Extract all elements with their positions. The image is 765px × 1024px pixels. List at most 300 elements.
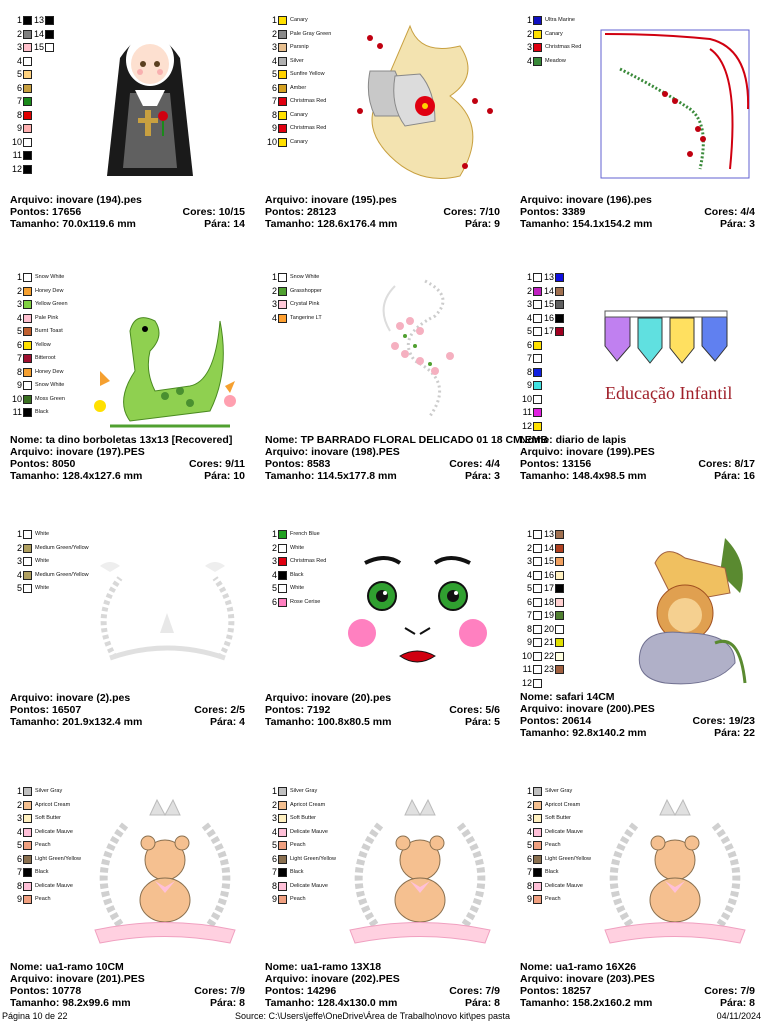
swatch-color <box>23 273 32 282</box>
swatch-number: 5 <box>16 326 22 336</box>
stitch-count: Pontos: 18257 <box>520 985 592 997</box>
swatch-row <box>520 14 640 28</box>
color-count: Cores: 7/10 <box>443 206 500 218</box>
design-card-203 <box>520 785 765 1024</box>
swatch-color <box>23 70 32 79</box>
stop-count: Pára: 3 <box>464 470 500 482</box>
swatch-name: Tangerine LT <box>290 314 322 321</box>
swatch-color <box>533 855 542 864</box>
size-row <box>10 470 245 482</box>
swatch-name: Delicate Mauve <box>35 882 73 889</box>
stop-count: Pára: 22 <box>714 727 755 739</box>
swatch-number: 13 <box>33 15 44 25</box>
swatch-name: Apricot Cream <box>545 801 581 808</box>
swatch-color <box>533 381 542 390</box>
swatch-number: 9 <box>526 894 532 904</box>
pencils-embroidery-image <box>600 306 745 366</box>
design-file: Arquivo: inovare (196).pes <box>520 194 652 206</box>
stitch-row <box>520 206 755 218</box>
swatch-color <box>278 882 287 891</box>
swatch-color <box>278 111 287 120</box>
stop-count: Pára: 4 <box>209 716 245 728</box>
color-count: Cores: 9/11 <box>188 458 245 470</box>
swatch-name: Delicate Mauve <box>290 882 328 889</box>
color-count: Cores: 7/9 <box>449 985 500 997</box>
swatch-name: Christmas Red <box>545 44 582 50</box>
teddy-bear-embroidery-image <box>85 795 245 950</box>
swatch-number: 14 <box>543 542 554 553</box>
swatch-color <box>278 544 287 553</box>
swatch-number: 22 <box>543 650 554 661</box>
swatch-number: 13 <box>543 529 554 539</box>
design-name: Nome: TP BARRADO FLORAL DELICADO 01 18 CM.EMB <box>265 434 549 446</box>
bells-embroidery-image <box>350 16 500 186</box>
swatch-color <box>278 70 287 79</box>
stop-count: Pára: 16 <box>714 470 755 482</box>
swatch-name: Rose Cerise <box>290 598 321 605</box>
swatch-number: 7 <box>16 96 22 106</box>
design-name: Nome: ta dino borboletas 13x13 [Recovered] <box>10 434 233 446</box>
design-size: Tamanho: 98.2x99.6 mm <box>10 997 131 1009</box>
swatch-color <box>533 530 542 539</box>
swatch-number: 14 <box>33 28 44 39</box>
floral-border-embroidery-image <box>375 276 475 421</box>
stitch-row <box>520 715 755 727</box>
swatch-name: Yellow <box>35 341 51 348</box>
swatch-row <box>265 271 385 285</box>
size-row <box>520 470 755 482</box>
design-card-195 <box>265 14 520 266</box>
swatch-color <box>533 679 542 688</box>
swatch-color <box>278 84 287 93</box>
swatch-color <box>555 557 564 566</box>
swatch-name: Snow White <box>290 274 320 280</box>
swatch-name: Light Green/Yellow <box>290 855 336 862</box>
color-count: Cores: 19/23 <box>692 715 755 727</box>
swatch-number: 2 <box>526 28 532 39</box>
stop-count: Pára: 3 <box>719 218 755 230</box>
swatch-color <box>278 841 287 850</box>
size-row <box>265 997 500 1009</box>
swatch-name: Christmas Red <box>290 558 327 564</box>
stitch-row <box>10 458 245 470</box>
swatch-number: 4 <box>271 55 277 66</box>
swatch-row <box>520 271 640 285</box>
swatch-number: 4 <box>526 55 532 66</box>
swatch-color <box>533 30 542 39</box>
swatch-name: French Blue <box>290 531 320 537</box>
swatch-number: 3 <box>16 556 22 566</box>
design-size: Tamanho: 70.0x119.6 mm <box>10 218 136 230</box>
stitch-row <box>520 985 755 997</box>
stitch-count: Pontos: 8050 <box>10 458 76 470</box>
swatch-color <box>23 124 32 133</box>
swatch-name: Peach <box>35 896 51 902</box>
swatch-name: Delicate Mauve <box>545 882 583 889</box>
swatch-color <box>533 341 542 350</box>
swatch-name: White <box>35 558 50 564</box>
swatch-row <box>10 271 130 285</box>
swatch-color <box>533 882 542 891</box>
swatch-name: Black <box>290 869 304 875</box>
swatch-number: 6 <box>526 339 532 350</box>
swatch-number: 15 <box>543 556 554 566</box>
swatch-color <box>555 571 564 580</box>
swatch-color <box>278 300 287 309</box>
print-date: 04/11/2024 <box>716 1011 761 1021</box>
swatch-color <box>278 124 287 133</box>
swatch-number: 2 <box>526 542 532 553</box>
swatch-number: 7 <box>16 867 22 877</box>
swatch-name: Amber <box>290 84 307 91</box>
swatch-number: 7 <box>271 96 277 106</box>
laurel-embroidery-image <box>90 558 245 668</box>
swatch-number: 6 <box>16 853 22 864</box>
safari-embroidery-image <box>625 533 750 693</box>
swatch-row <box>265 312 385 326</box>
swatch-number: 10 <box>11 393 22 404</box>
swatch-color <box>23 341 32 350</box>
swatch-number: 3 <box>271 42 277 52</box>
swatch-color <box>278 16 287 25</box>
swatch-color <box>278 138 287 147</box>
swatch-color <box>23 895 32 904</box>
swatch-name: Peach <box>545 896 561 902</box>
swatch-name: Medium Green/Yellow <box>35 544 89 551</box>
swatch-number: 3 <box>271 299 277 309</box>
design-card-20 <box>265 528 520 780</box>
design-card-202 <box>265 785 520 1024</box>
swatch-color <box>533 868 542 877</box>
swatch-name: Peach <box>35 842 51 848</box>
stitch-row <box>265 985 500 997</box>
source-path: Source: C:\Users\jeffe\OneDrive\Área de Trabalho\novo kit\pes pasta <box>235 1011 510 1021</box>
size-row <box>10 218 245 230</box>
swatch-name: Canary <box>290 138 308 145</box>
swatch-name: Crystal Pink <box>290 301 320 307</box>
swatch-name: Canary <box>545 30 563 37</box>
swatch-color <box>278 828 287 837</box>
swatch-color <box>278 598 287 607</box>
swatch-name: Apricot Cream <box>35 801 71 808</box>
swatch-number: 4 <box>16 312 22 323</box>
swatch-name: Medium Green/Yellow <box>35 571 89 578</box>
swatch-color <box>533 273 542 282</box>
teddy-bear-embroidery-image <box>595 795 755 950</box>
design-size: Tamanho: 128.4x127.6 mm <box>10 470 143 482</box>
swatch-color <box>45 30 54 39</box>
swatch-number: 2 <box>16 542 22 553</box>
swatch-number: 9 <box>526 380 532 390</box>
swatch-number: 3 <box>16 42 22 52</box>
swatch-row <box>520 636 640 650</box>
swatch-name: Delicate Mauve <box>545 828 583 835</box>
color-count: Cores: 4/4 <box>449 458 500 470</box>
swatch-number: 13 <box>543 272 554 282</box>
swatch-color <box>533 801 542 810</box>
swatch-name: Moss Green <box>35 395 65 402</box>
swatch-name: Apricot Cream <box>290 801 326 808</box>
swatch-color <box>555 273 564 282</box>
swatch-color <box>23 841 32 850</box>
swatch-name: Soft Butter <box>35 815 61 821</box>
swatch-number: 2 <box>16 28 22 39</box>
design-card-2 <box>10 528 265 780</box>
swatch-color <box>533 625 542 634</box>
swatch-color <box>533 314 542 323</box>
swatch-color <box>23 868 32 877</box>
stitch-count: Pontos: 14296 <box>265 985 337 997</box>
swatch-number: 8 <box>16 109 22 120</box>
swatch-color <box>23 787 32 796</box>
swatch-color <box>278 557 287 566</box>
swatch-number: 5 <box>526 840 532 850</box>
swatch-number: 20 <box>543 623 554 634</box>
swatch-color <box>23 814 32 823</box>
swatch-color <box>45 16 54 25</box>
swatch-color <box>23 557 32 566</box>
swatch-row <box>520 596 640 610</box>
stop-count: Pára: 5 <box>464 716 500 728</box>
swatch-number: 3 <box>526 813 532 823</box>
christmas-border-embroidery-image <box>600 29 750 179</box>
swatch-number: 10 <box>521 393 532 404</box>
swatch-color <box>23 30 32 39</box>
stitch-count: Pontos: 28123 <box>265 206 337 218</box>
color-count: Cores: 5/6 <box>449 704 500 716</box>
swatch-color <box>555 625 564 634</box>
swatch-color <box>533 598 542 607</box>
swatch-number: 10 <box>11 136 22 147</box>
swatch-number: 4 <box>271 569 277 580</box>
swatch-number: 6 <box>271 853 277 864</box>
swatch-number: 7 <box>526 867 532 877</box>
swatch-color <box>278 571 287 580</box>
size-row <box>265 470 500 482</box>
nun-embroidery-image <box>105 18 195 178</box>
swatch-name: Black <box>35 869 49 875</box>
design-card-194 <box>10 14 265 266</box>
swatch-color <box>533 814 542 823</box>
swatch-color <box>533 57 542 66</box>
swatch-number: 6 <box>16 339 22 350</box>
swatch-number: 3 <box>526 556 532 566</box>
design-info <box>520 691 755 739</box>
swatch-name: Black <box>545 869 559 875</box>
swatch-color <box>278 287 287 296</box>
swatch-number: 21 <box>543 637 554 647</box>
swatch-name: Pale Gray Green <box>290 30 332 37</box>
swatch-number: 3 <box>526 299 532 309</box>
design-info <box>265 434 549 482</box>
swatch-number: 8 <box>526 623 532 634</box>
swatch-number: 5 <box>526 583 532 593</box>
swatch-color <box>23 408 32 417</box>
swatch-row <box>520 650 640 664</box>
swatch-name: Meadow <box>545 57 566 64</box>
swatch-number: 1 <box>271 786 277 796</box>
swatch-number: 12 <box>11 163 22 174</box>
swatch-color <box>278 787 287 796</box>
stitch-row <box>10 985 245 997</box>
swatch-color <box>533 787 542 796</box>
swatch-row <box>10 528 130 542</box>
swatch-name: Grasshopper <box>290 287 322 294</box>
swatch-number: 23 <box>543 664 554 674</box>
swatch-color <box>23 43 32 52</box>
swatch-number: 5 <box>271 69 277 79</box>
stitch-count: Pontos: 17656 <box>10 206 82 218</box>
swatch-color <box>23 584 32 593</box>
swatch-number: 1 <box>526 272 532 282</box>
page-number: Página 10 de 22 <box>2 1011 68 1021</box>
swatch-color <box>23 571 32 580</box>
swatch-color <box>533 43 542 52</box>
swatch-color <box>23 882 32 891</box>
swatch-color <box>555 611 564 620</box>
swatch-number: 2 <box>271 28 277 39</box>
swatch-row <box>520 623 640 637</box>
swatch-name: White <box>290 585 305 591</box>
swatch-name: Christmas Red <box>290 98 327 104</box>
design-info <box>265 194 500 230</box>
swatch-number: 5 <box>526 326 532 336</box>
swatch-number: 8 <box>271 109 277 120</box>
swatch-color <box>23 801 32 810</box>
design-info <box>10 692 245 728</box>
swatch-color <box>23 287 32 296</box>
swatch-color <box>278 814 287 823</box>
size-row <box>265 716 500 728</box>
swatch-number: 5 <box>271 840 277 850</box>
swatch-color <box>278 43 287 52</box>
swatch-color <box>278 801 287 810</box>
swatch-number: 6 <box>271 82 277 93</box>
swatch-name: Canary <box>290 111 308 118</box>
design-size: Tamanho: 114.5x177.8 mm <box>265 470 397 482</box>
face-embroidery-image <box>340 548 490 683</box>
design-info <box>520 961 755 1009</box>
design-card-200 <box>520 528 765 780</box>
design-name: Nome: ua1-ramo 13X18 <box>265 961 382 973</box>
swatch-row <box>520 420 640 434</box>
swatch-color <box>23 16 32 25</box>
design-file: Arquivo: inovare (195).pes <box>265 194 397 206</box>
design-name: Nome: ua1-ramo 16X26 <box>520 961 637 973</box>
design-file: Arquivo: inovare (20).pes <box>265 692 392 704</box>
swatch-color <box>533 327 542 336</box>
design-size: Tamanho: 128.6x176.4 mm <box>265 218 398 230</box>
educacao-infantil-text: Educação Infantil <box>605 383 733 403</box>
swatch-row <box>265 528 385 542</box>
swatch-number: 11 <box>522 407 532 417</box>
swatch-number: 8 <box>526 880 532 891</box>
swatch-number: 17 <box>543 583 554 593</box>
swatch-number: 4 <box>526 312 532 323</box>
swatch-color <box>533 665 542 674</box>
swatch-row <box>520 569 640 583</box>
swatch-number: 3 <box>16 813 22 823</box>
swatch-name: Parsnip <box>290 44 309 50</box>
swatch-number: 16 <box>543 569 554 580</box>
swatch-number: 11 <box>12 150 22 160</box>
swatch-name: Burnt Toast <box>35 328 63 334</box>
design-size: Tamanho: 201.9x132.4 mm <box>10 716 143 728</box>
swatch-color <box>533 841 542 850</box>
swatch-color <box>533 584 542 593</box>
swatch-row <box>520 542 640 556</box>
size-row <box>10 716 245 728</box>
swatch-number: 1 <box>526 786 532 796</box>
swatch-row <box>520 406 640 420</box>
swatch-name: Bitteroot <box>35 355 56 361</box>
swatch-name: White <box>35 585 50 591</box>
swatch-color <box>533 16 542 25</box>
swatch-number: 9 <box>16 894 22 904</box>
stop-count: Pára: 8 <box>209 997 245 1009</box>
swatch-number: 1 <box>271 272 277 282</box>
swatch-name: Peach <box>290 842 306 848</box>
stop-count: Pára: 8 <box>719 997 755 1009</box>
swatch-number: 8 <box>16 366 22 377</box>
swatch-number: 8 <box>271 880 277 891</box>
swatch-color <box>555 544 564 553</box>
design-info <box>10 194 245 230</box>
swatch-number: 6 <box>271 596 277 607</box>
swatch-name: Pale Pink <box>35 314 59 321</box>
swatch-number: 6 <box>16 82 22 93</box>
swatch-number: 1 <box>526 529 532 539</box>
swatch-color <box>23 530 32 539</box>
swatch-color <box>533 638 542 647</box>
swatch-number: 9 <box>16 123 22 133</box>
swatch-row <box>520 366 640 380</box>
swatch-color <box>533 571 542 580</box>
swatch-color <box>278 314 287 323</box>
design-info <box>520 434 755 482</box>
swatch-number: 5 <box>16 583 22 593</box>
swatch-number: 1 <box>271 529 277 539</box>
swatch-color <box>533 828 542 837</box>
swatch-number: 5 <box>16 69 22 79</box>
swatch-number: 1 <box>16 272 22 282</box>
swatch-name: Canary <box>290 17 308 23</box>
swatch-number: 4 <box>271 312 277 323</box>
swatch-color <box>555 530 564 539</box>
color-legend <box>520 528 640 690</box>
swatch-color <box>23 111 32 120</box>
swatch-color <box>23 300 32 309</box>
swatch-color <box>23 138 32 147</box>
swatch-number: 7 <box>526 353 532 363</box>
swatch-number: 2 <box>271 542 277 553</box>
swatch-row <box>265 285 385 299</box>
stop-count: Pára: 10 <box>204 470 245 482</box>
swatch-number: 15 <box>33 42 44 52</box>
swatch-number: 2 <box>16 799 22 810</box>
stitch-count: Pontos: 13156 <box>520 458 592 470</box>
swatch-number: 4 <box>271 826 277 837</box>
swatch-color <box>23 314 32 323</box>
swatch-number: 18 <box>543 596 554 607</box>
swatch-color <box>23 165 32 174</box>
swatch-number: 4 <box>16 826 22 837</box>
swatch-number: 1 <box>16 529 22 539</box>
design-size: Tamanho: 100.8x80.5 mm <box>265 716 392 728</box>
swatch-number: 2 <box>271 799 277 810</box>
swatch-name: Silver Gray <box>545 788 573 794</box>
swatch-number: 10 <box>266 136 277 147</box>
